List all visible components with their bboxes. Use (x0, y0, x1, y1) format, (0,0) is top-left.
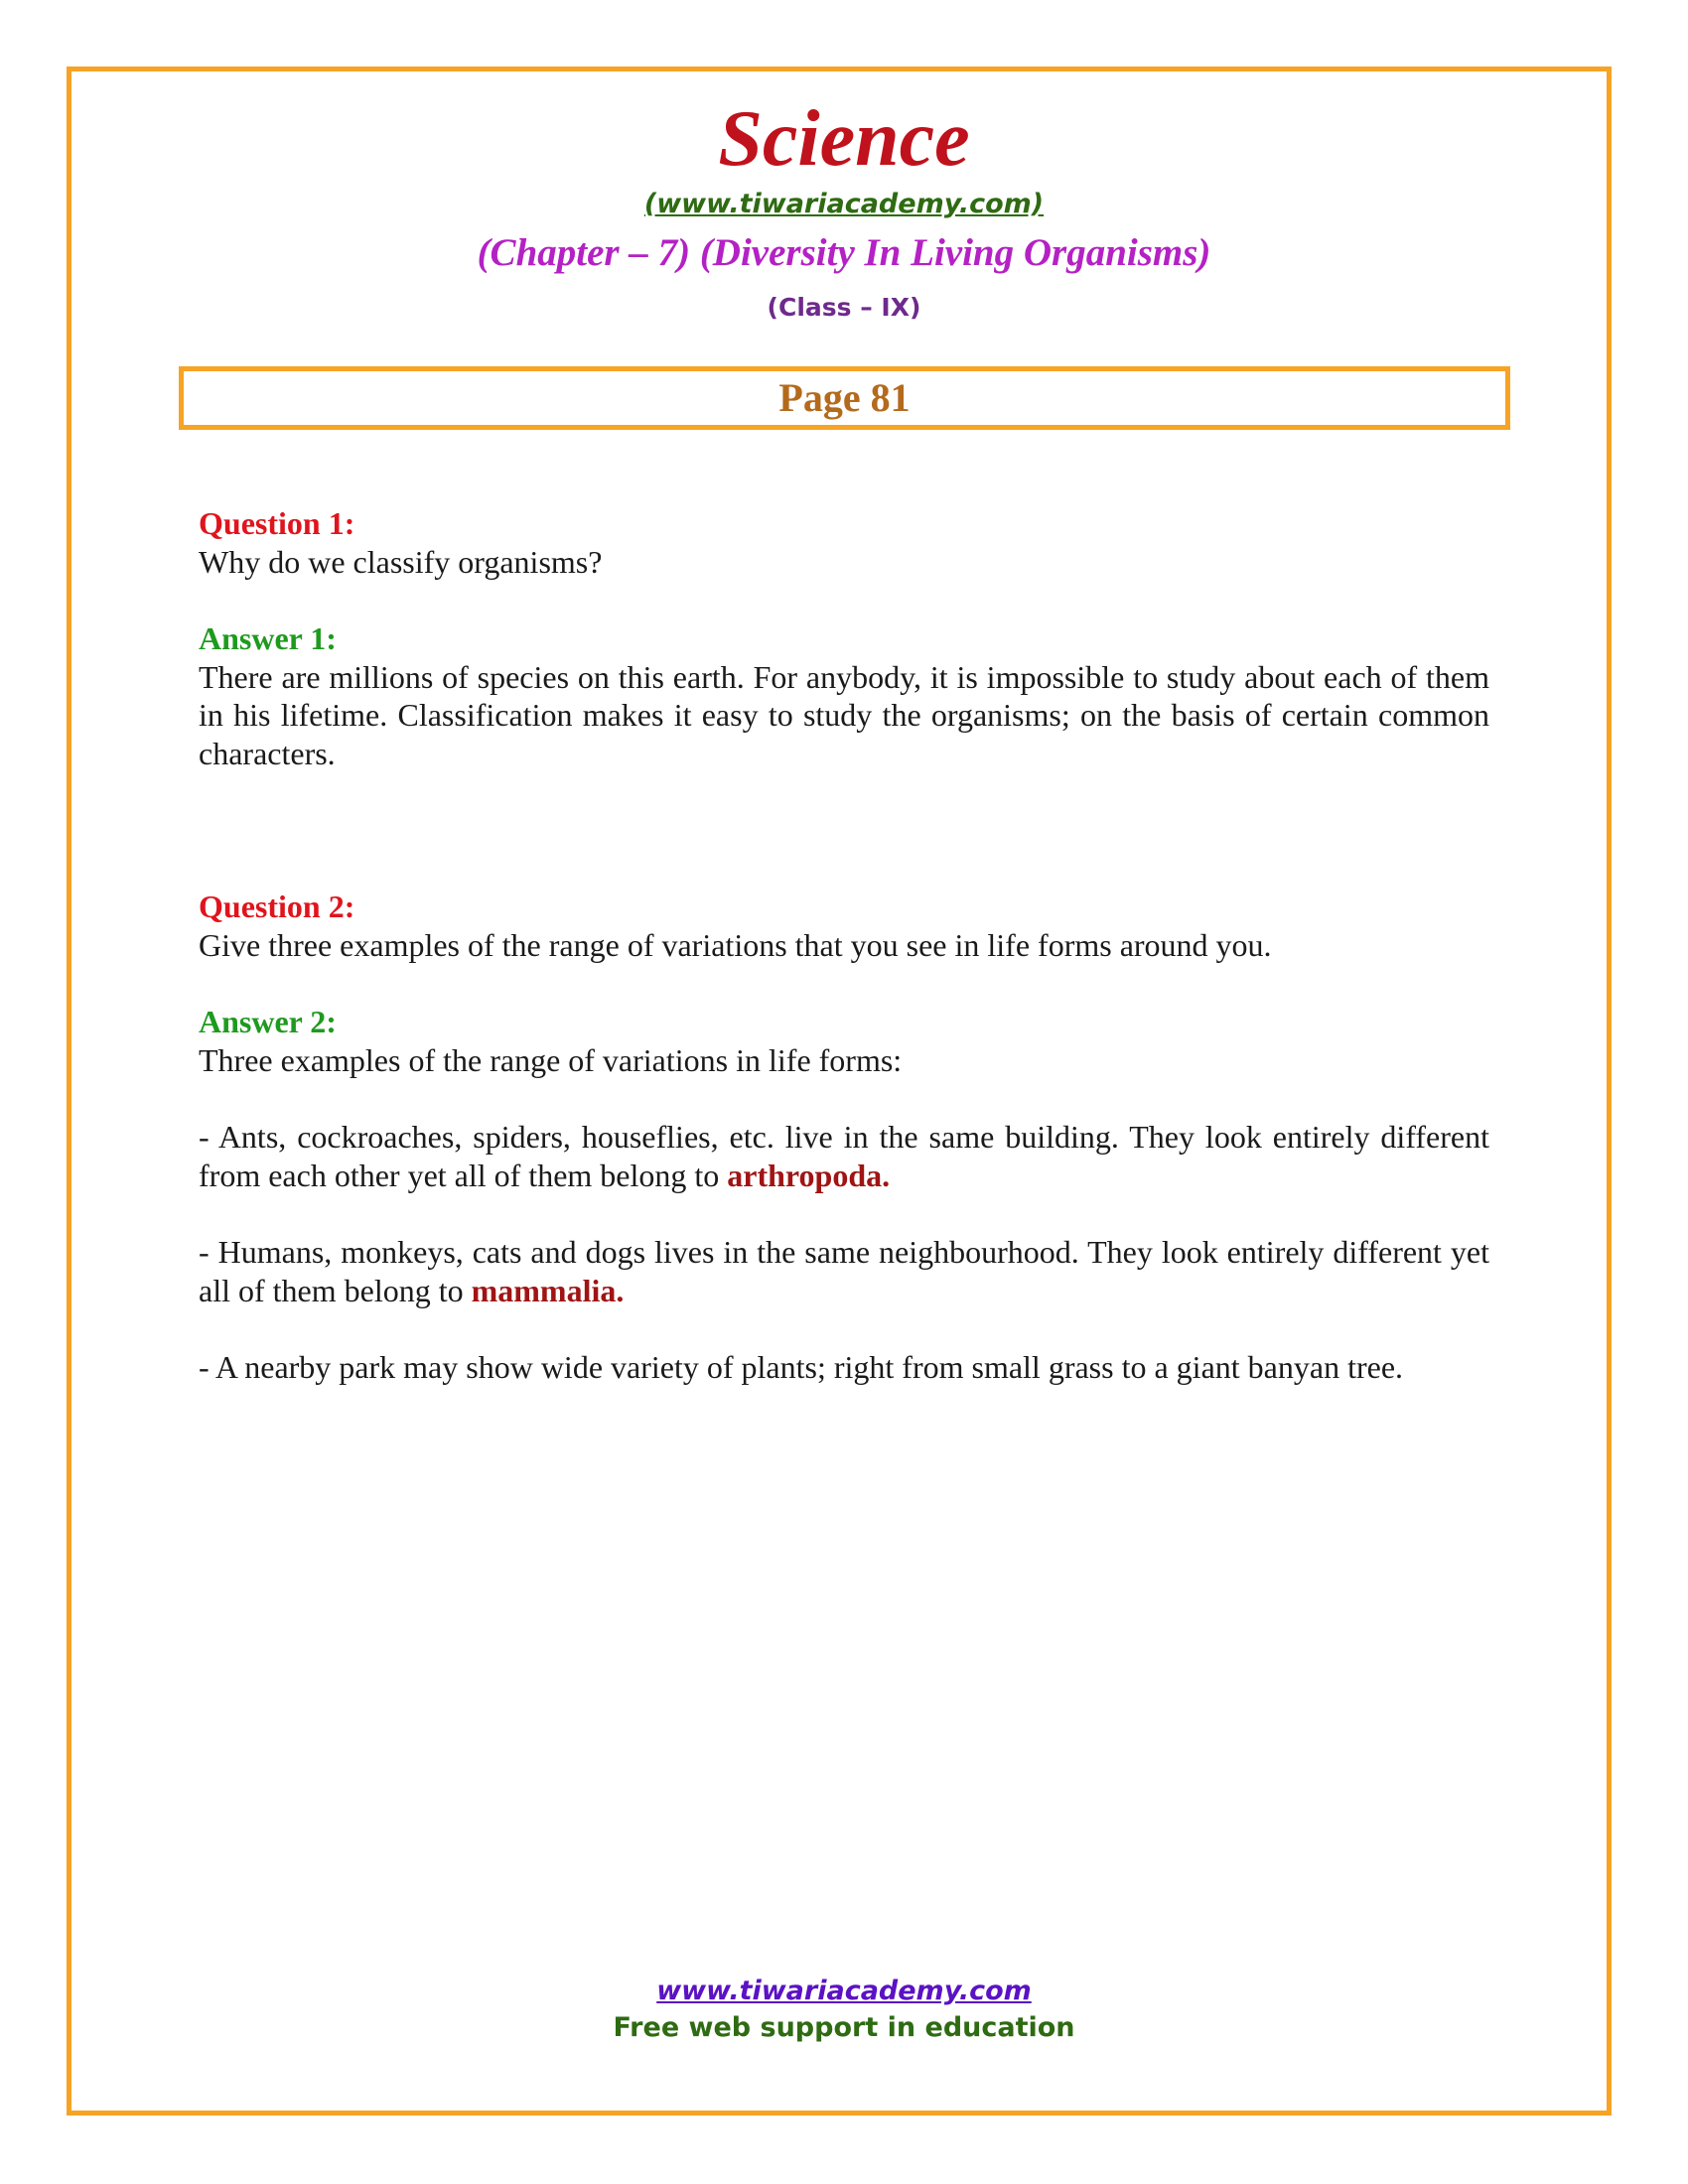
footer-tagline: Free web support in education (613, 2012, 1075, 2043)
answer-2-intro: Three examples of the range of variations in life forms: (199, 1041, 903, 1078)
answer-2-example-3: - A nearby park may show wide variety of plants; right from small grass to a giant banyan tree. (199, 1349, 1404, 1385)
answer-2-example-2 (199, 1233, 1489, 1309)
question-1-text: Why do we classify organisms? (199, 543, 603, 580)
question-2-label: Question 2: (199, 888, 355, 924)
answer-2-example-1 (199, 1118, 1489, 1194)
footer-website-link[interactable]: www.tiwariacademy.com (656, 1976, 1032, 2006)
page-number-label: Page 81 (778, 375, 911, 420)
question-2-text: Give three examples of the range of variations that you see in life forms around you. (199, 926, 1272, 963)
answer-2-label: Answer 2: (199, 1004, 337, 1039)
question-1-label: Question 1: (199, 505, 355, 541)
chapter-heading: (Chapter – 7) (Diversity In Living Organisms) (477, 231, 1211, 274)
page-title: Science (718, 95, 970, 183)
example-1-text: - Ants, cockroaches, spiders, houseflies, etc. live in the same building. They look entirely different from each other yet all of them belong to (199, 1119, 1489, 1193)
term-arthropoda: arthropoda. (727, 1157, 891, 1193)
qa-content (199, 504, 1489, 1387)
class-label: (Class – IX) (767, 293, 921, 322)
answer-1-text: There are millions of species on this earth. For anybody, it is impossible to study about each of them in his lifetime. Classification makes it easy to study the organisms; on the basis of certain common characters. (199, 658, 1489, 771)
answer-1-label: Answer 1: (199, 620, 337, 656)
header-website-link[interactable]: (www.tiwariacademy.com) (643, 189, 1045, 219)
term-mammalia: mammalia. (471, 1272, 625, 1308)
example-2-text: - Humans, monkeys, cats and dogs lives in the same neighbourhood. They look entirely different yet all of them belong to (199, 1234, 1489, 1308)
page-number-box (179, 366, 1510, 430)
